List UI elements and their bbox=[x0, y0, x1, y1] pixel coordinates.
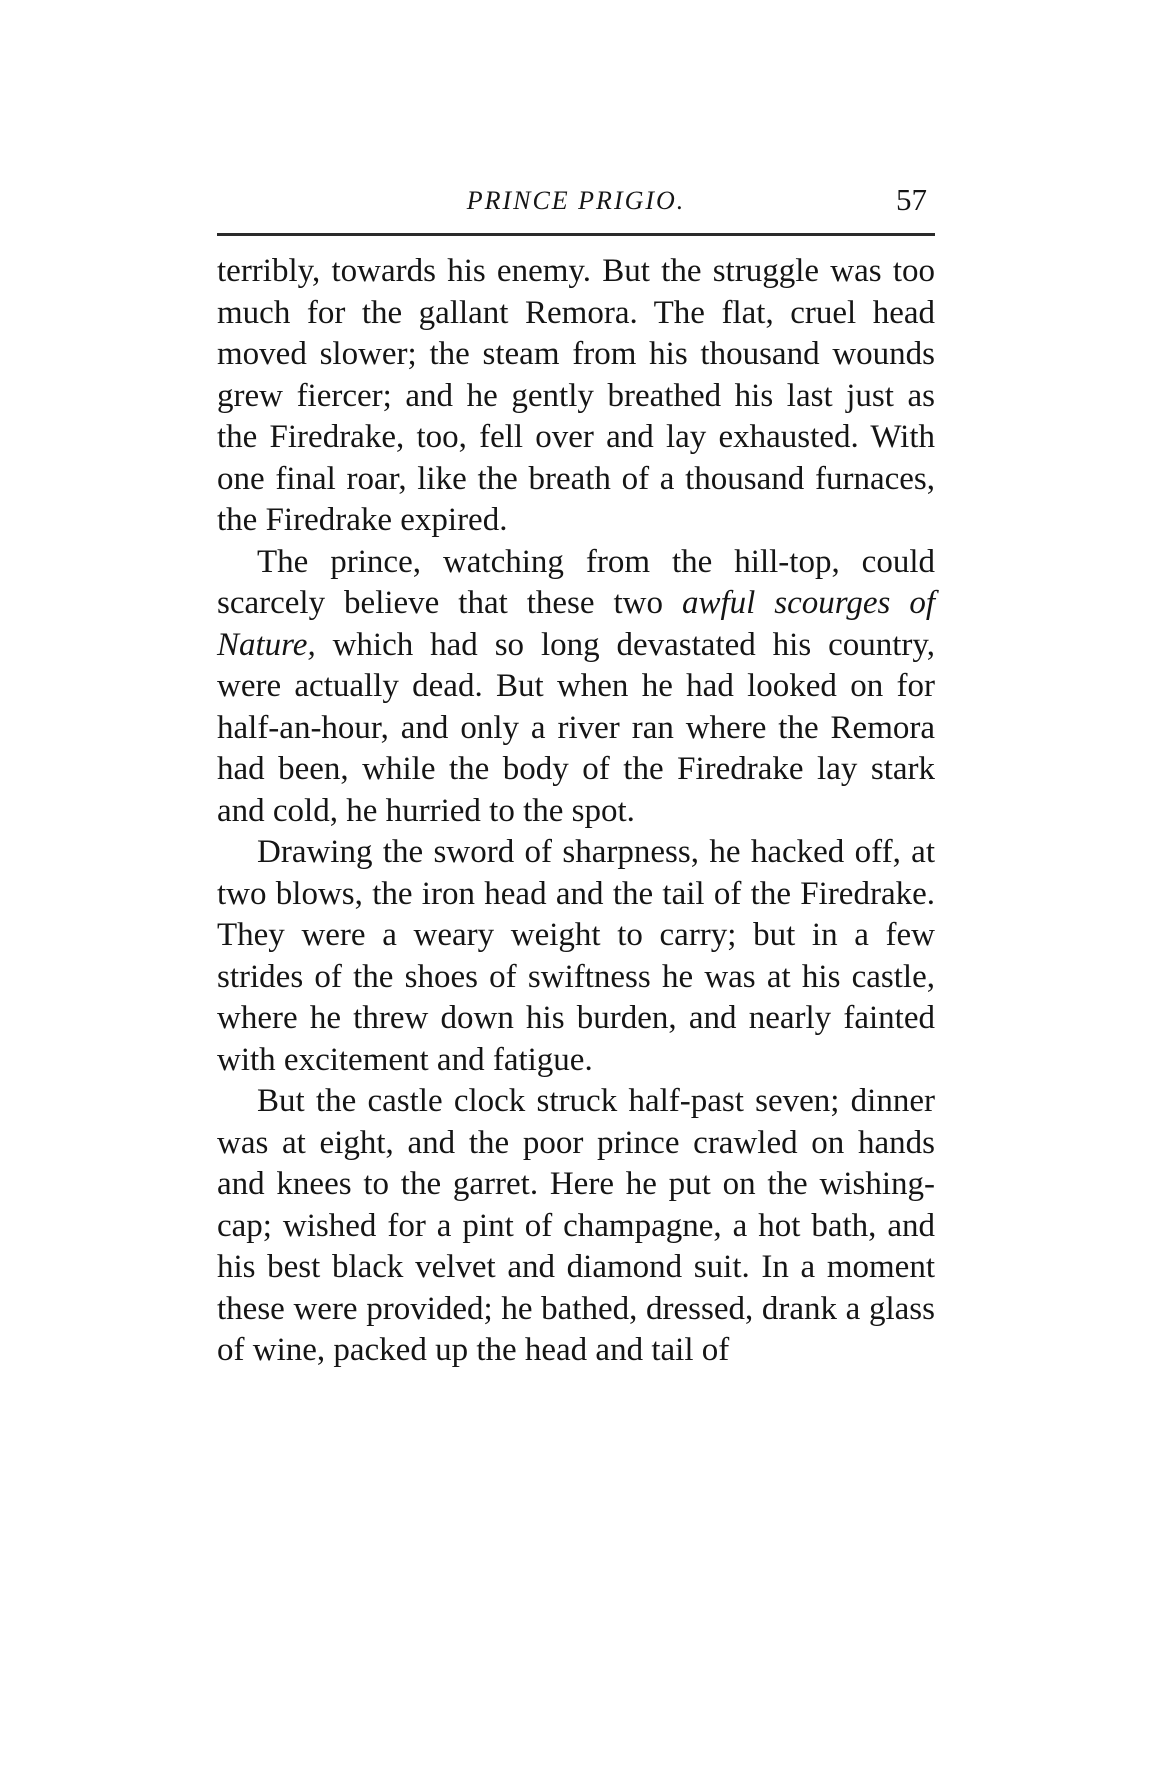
paragraph-4: But the castle clock struck half-past seven; dinner was at eight, and the poor prince crawled on hands and knees to the garret. Here he put on the wishing-cap; wished for a pint of champagne, a hot bath, and his best black velvet and diamond suit. In a moment these were provided; he bathed, dressed, drank a glass of wine, packed up the head and tail of bbox=[217, 1083, 935, 1368]
paragraph-3: Drawing the sword of sharpness, he hacked off, at two blows, the iron head and the tail of the Firedrake. They were a weary weight to carry; but in a few strides of the shoes of swiftness he was at his castle, where he threw down his burden, and nearly fainted with excitement and fatigue. bbox=[217, 834, 935, 1078]
paragraph-2-after: which had so long devastated his country, were actually dead. But when he had looked on for half-an-hour, and only a river ran where the Remora had been, while the body of the Firedrake lay stark and cold, he hurried to the spot. bbox=[217, 626, 935, 829]
page-header bbox=[217, 180, 935, 224]
paragraph-2-emphasis: awful scourges of Nature, bbox=[217, 585, 936, 663]
paragraph-2 bbox=[217, 542, 935, 833]
paragraph-2-before: The prince, watching from the hill-top, could scarcely believe that these two bbox=[217, 543, 935, 621]
paragraph-1: terribly, towards his enemy. But the struggle was too much for the gallant Remora. The flat, cruel head moved slower; the steam from his thousand wounds grew fiercer; and he gently breathed his last just as the Firedrake, too, fell over and lay exhausted. With one final roar, like the breath of a thousand furnaces, the Firedrake expired. bbox=[217, 253, 935, 538]
body-text bbox=[217, 251, 935, 1372]
page-number: 57 bbox=[896, 182, 927, 217]
running-title: PRINCE PRIGIO. bbox=[466, 186, 686, 215]
header-rule bbox=[217, 233, 935, 236]
